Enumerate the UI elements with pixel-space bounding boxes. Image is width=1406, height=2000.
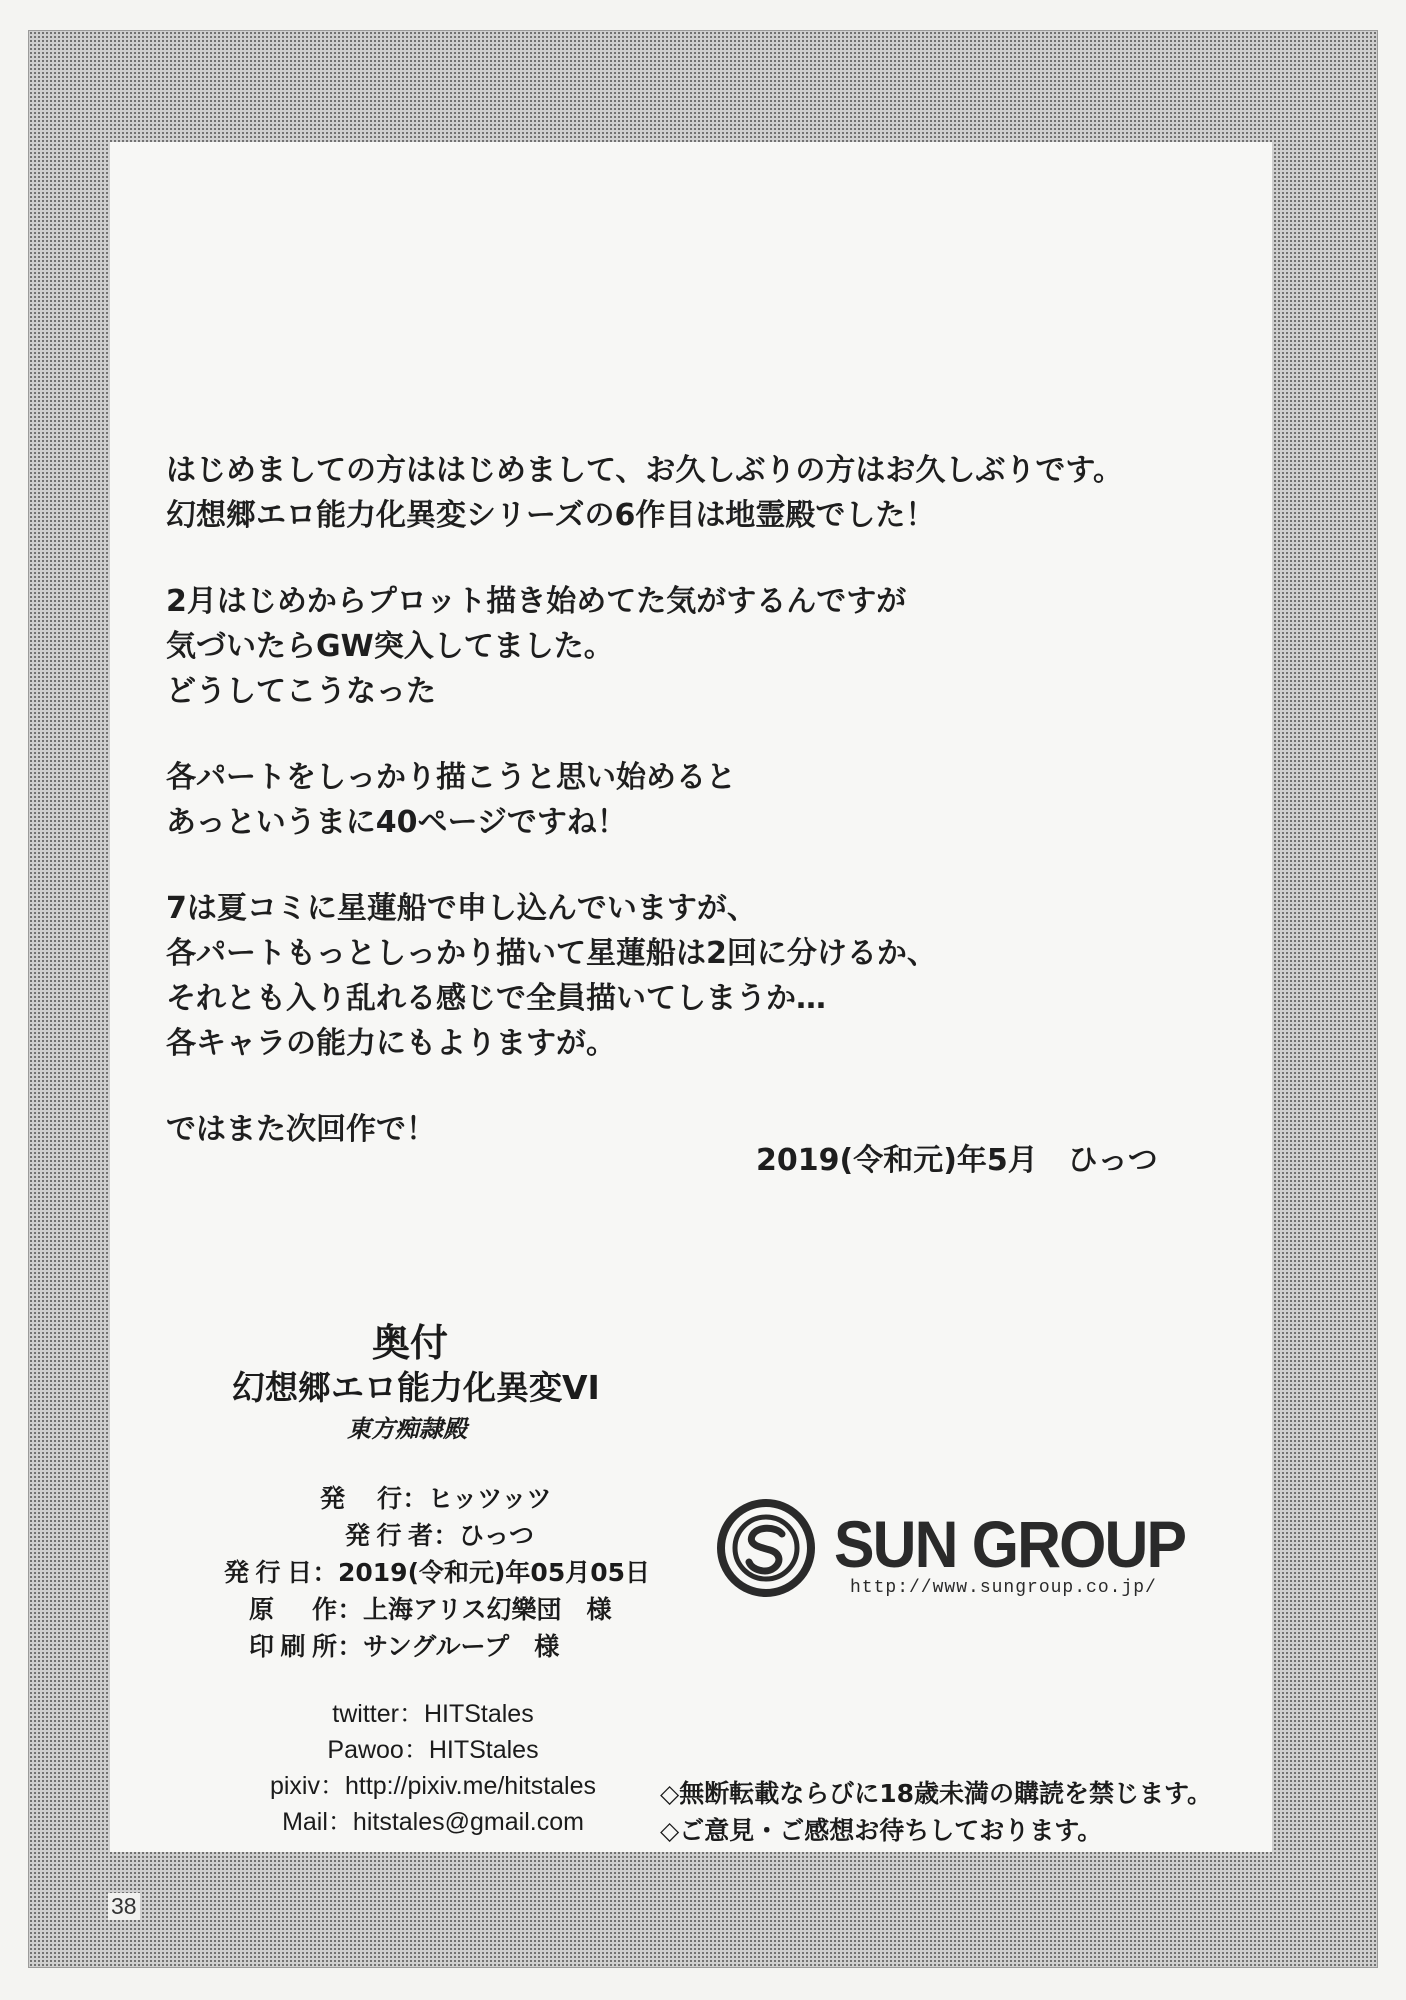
- book-title: 幻想郷エロ能力化異変VI: [232, 1368, 600, 1407]
- afterword-line: 各キャラの能力にもよりますが。: [166, 1026, 616, 1061]
- colophon-value: ヒッツッツ: [428, 1484, 552, 1513]
- colophon-separator: ：: [337, 1632, 363, 1661]
- colophon-row-publisher: [320, 1480, 650, 1517]
- notice-line: ◇ご意見・ご感想お待ちしております。: [660, 1816, 1103, 1845]
- colophon-label: 発行者: [345, 1521, 433, 1550]
- colophon-row-printer: [249, 1628, 650, 1665]
- notice-line: ◇無断転載ならびに18歳未満の購読を禁じます。: [660, 1779, 1213, 1808]
- colophon-row-original: [249, 1591, 650, 1628]
- book-subtitle: 東方痴隷殿: [347, 1415, 467, 1443]
- colophon-value: 2019(令和元)年05月05日: [338, 1558, 651, 1587]
- afterword-line: 幻想郷エロ能力化異変シリーズの6作目は地霊殿でした！: [166, 498, 936, 533]
- afterword-paragraph: [166, 755, 1226, 845]
- colophon-value: ひっつ: [459, 1521, 535, 1550]
- afterword-text: [166, 448, 1226, 1193]
- contact-list: [248, 1696, 618, 1840]
- afterword-line: はじめましての方ははじめまして、お久しぶりの方はお久しぶりです。: [166, 453, 1123, 488]
- printer-url[interactable]: http://www.sungroup.co.jp/: [850, 1578, 1157, 1598]
- colophon-row-date: [224, 1554, 650, 1591]
- sun-group-logo-icon: [716, 1498, 816, 1598]
- afterword-line: 2月はじめからプロット描き始めてた気がするんですが: [166, 584, 907, 619]
- contact-pixiv[interactable]: pixiv：http://pixiv.me/hitstales: [269, 1772, 597, 1800]
- colophon-separator: ：: [337, 1595, 363, 1624]
- colophon-separator: ：: [312, 1558, 338, 1587]
- colophon-label: 発行: [320, 1484, 402, 1513]
- contact-pawoo[interactable]: Pawoo：HITStales: [327, 1736, 539, 1764]
- afterword-line: ではまた次回作で！: [166, 1112, 436, 1147]
- printer-name: SUN GROUP: [834, 1507, 1186, 1581]
- colophon-row-issuer: [345, 1517, 650, 1554]
- afterword-paragraph: [166, 448, 1226, 538]
- afterword-line: それとも入り乱れる感じで全員描いてしまうか…: [166, 981, 826, 1016]
- contact-twitter[interactable]: twitter：HITStales: [332, 1700, 534, 1728]
- afterword-line: あっというまに40ページですね！: [166, 805, 627, 840]
- afterword-paragraph: [166, 579, 1226, 714]
- colophon-label: 原作: [249, 1595, 337, 1624]
- colophon-label: 印刷所: [249, 1632, 337, 1661]
- colophon-value: サングループ 様: [363, 1632, 560, 1661]
- afterword-line: 気づいたらGW突入してました。: [166, 629, 614, 664]
- afterword-line: どうしてこうなった: [166, 674, 436, 709]
- afterword-line: 7は夏コミに星蓮船で申し込んでいますが、: [166, 891, 757, 926]
- colophon-info: [224, 1480, 650, 1665]
- colophon-label: 発行日: [224, 1558, 312, 1587]
- notices: [660, 1775, 1212, 1849]
- contact-mail[interactable]: Mail：hitstales@gmail.com: [282, 1808, 584, 1836]
- afterword-line: 各パートもっとしっかり描いて星蓮船は2回に分けるか、: [166, 936, 937, 971]
- colophon-separator: ：: [433, 1521, 459, 1550]
- colophon-separator: ：: [402, 1484, 428, 1513]
- afterword-signature: 2019(令和元)年5月 ひっつ: [756, 1143, 1158, 1178]
- afterword-line: 各パートをしっかり描こうと思い始めると: [166, 760, 736, 795]
- page-number: 38: [108, 1893, 140, 1920]
- colophon-heading: 奥付: [372, 1321, 449, 1365]
- colophon-value: 上海アリス幻樂団 様: [363, 1595, 612, 1624]
- afterword-paragraph: [166, 886, 1226, 1066]
